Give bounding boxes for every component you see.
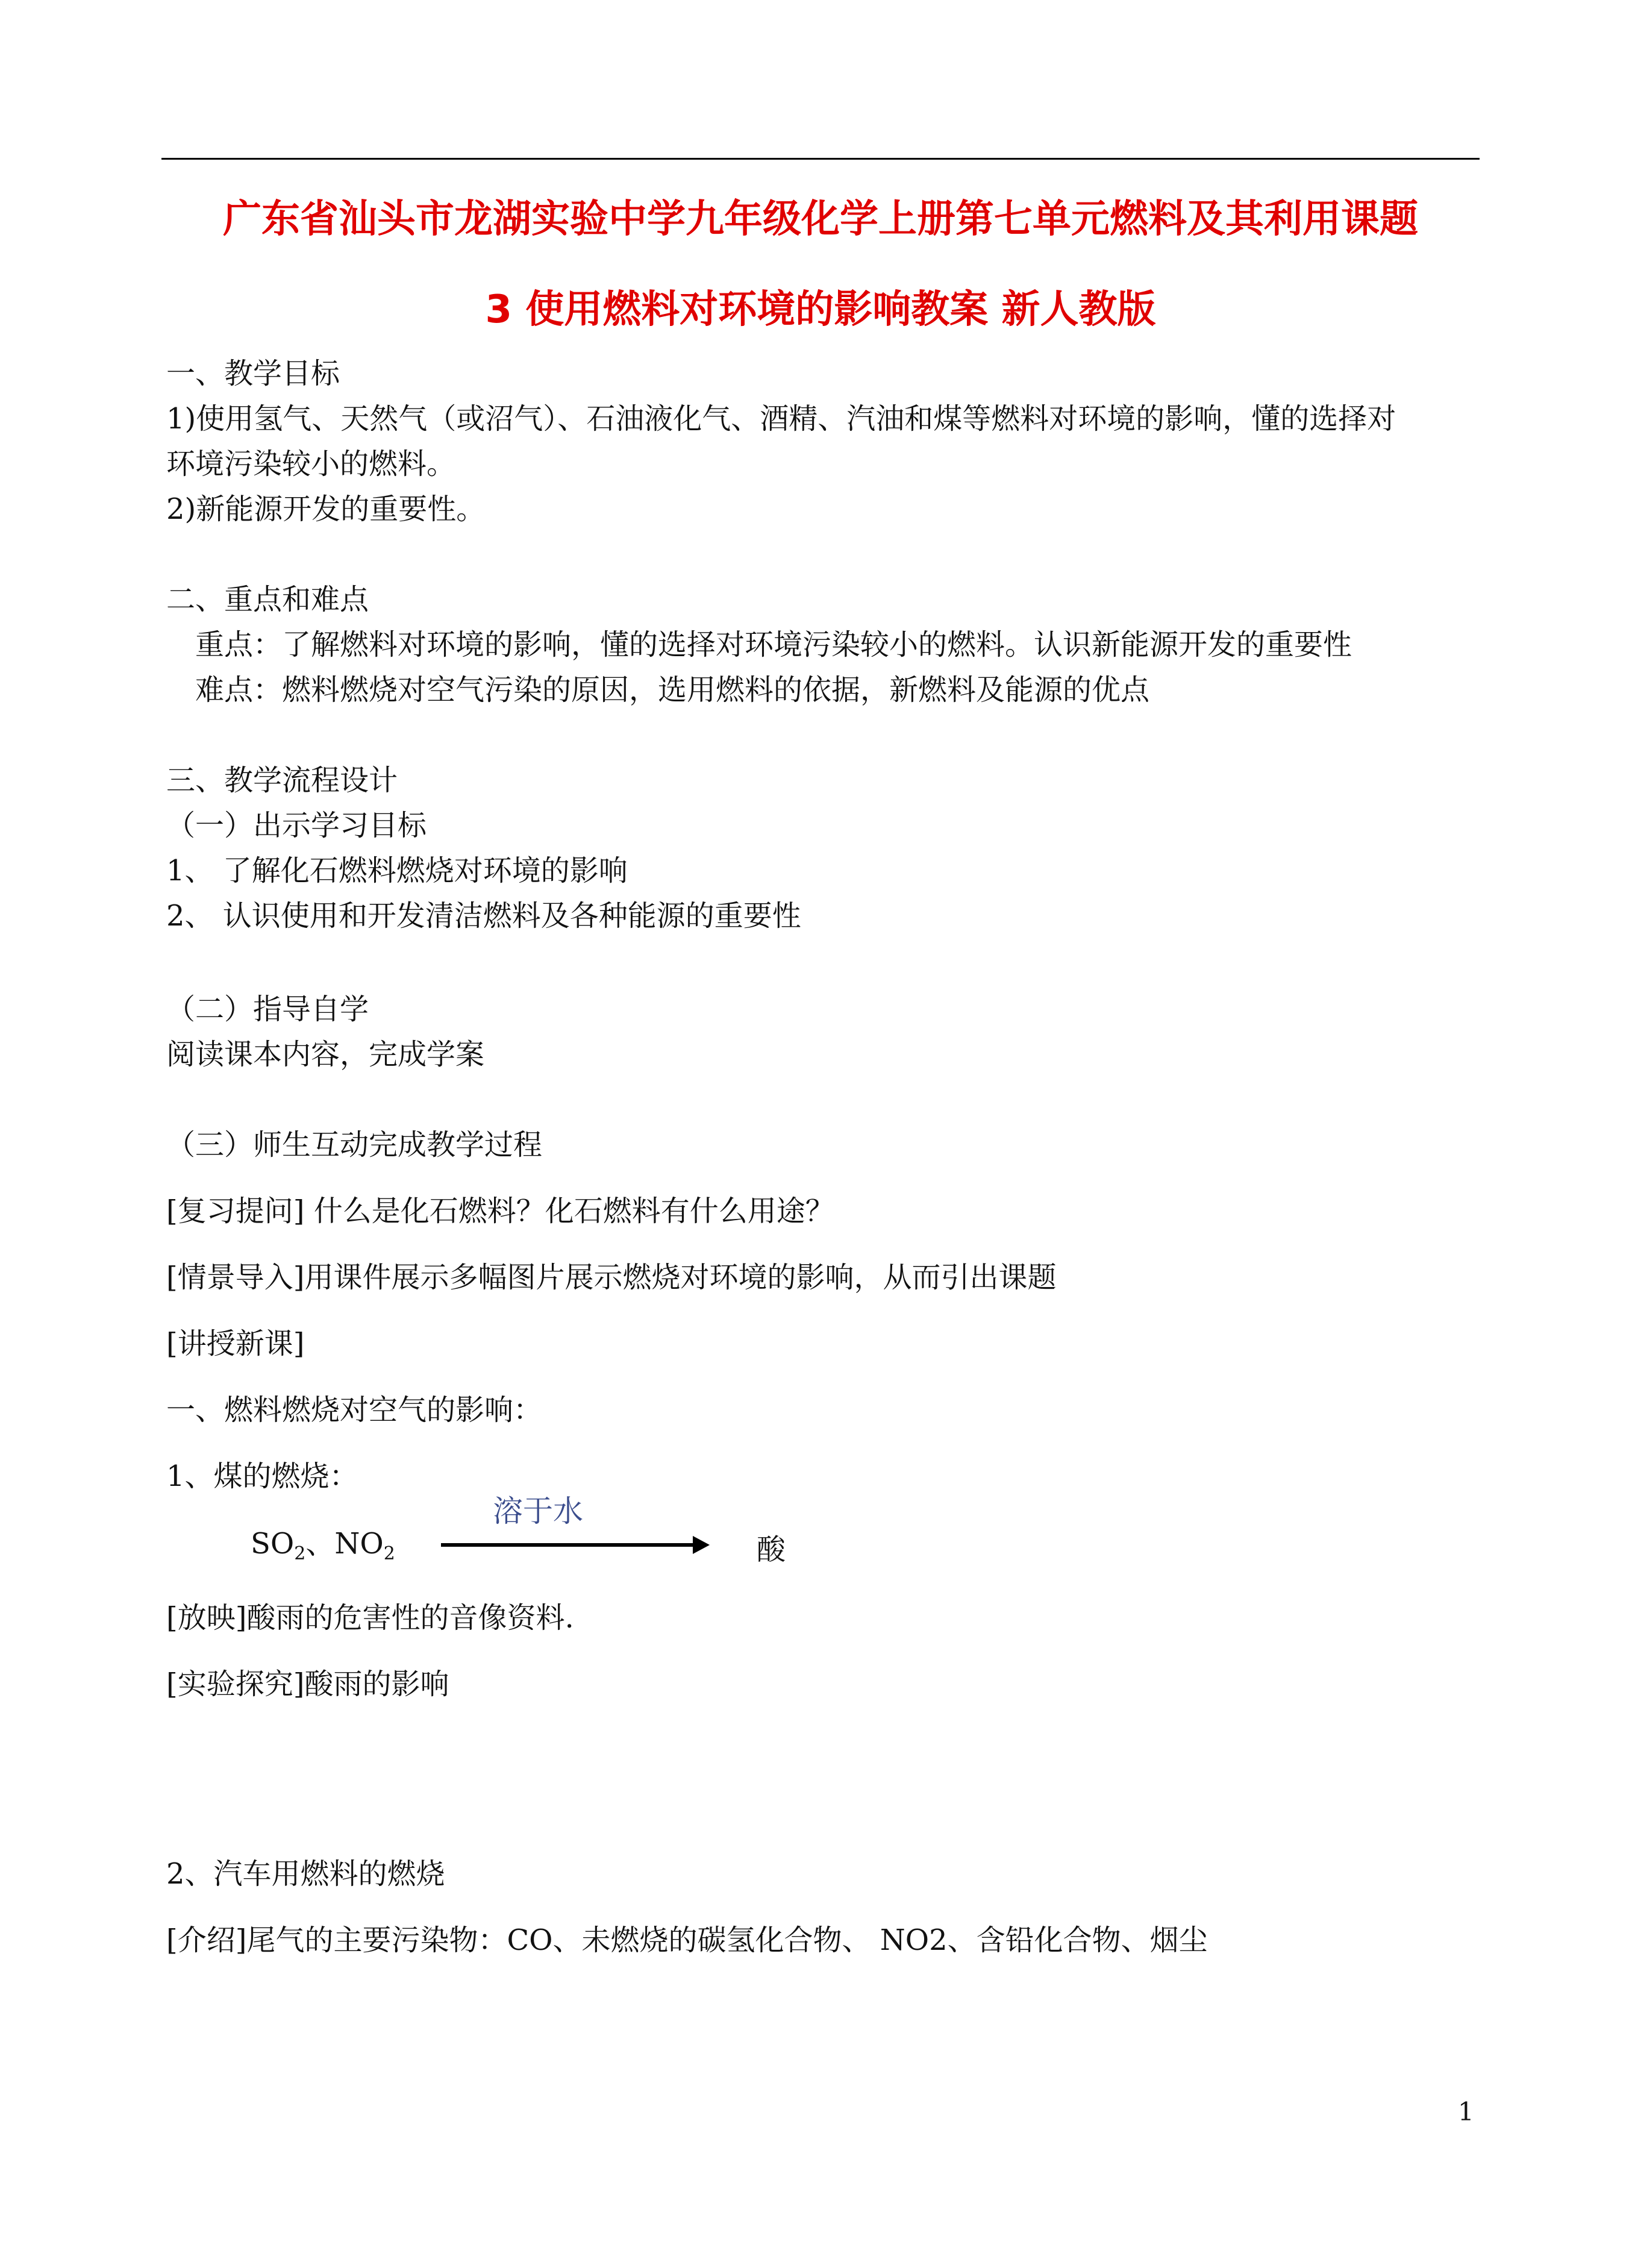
subscript: 2 [294,1543,306,1564]
subsection-heading: （三）师生互动完成教学过程 [166,1128,543,1162]
reactant-separator: 、NO [305,1527,384,1561]
paragraph: 1、煤的燃烧： [166,1459,358,1493]
paragraph: [放映]酸雨的危害性的音像资料. [166,1601,574,1635]
section-heading: 一、教学目标 [166,357,340,390]
paragraph: 2、汽车用燃料的燃烧 [166,1857,445,1891]
list-item: 1、 了解化石燃料燃烧对环境的影响 [166,854,628,888]
list-item: 2、 认识使用和开发清洁燃料及各种能源的重要性 [166,899,801,933]
paragraph: [情景导入]用课件展示多幅图片展示燃烧对环境的影响，从而引出课题 [166,1261,1057,1294]
reaction-arrow [441,1543,694,1547]
arrow-head-icon [693,1536,710,1554]
arrow-label: 溶于水 [493,1494,583,1529]
paragraph: 难点：燃料燃烧对空气污染的原因，选用燃料的依据，新燃料及能源的优点 [195,673,1150,707]
paragraph: 阅读课本内容，完成学案 [166,1038,485,1071]
section-heading: 三、教学流程设计 [166,763,398,797]
subsection-heading: （一）出示学习目标 [166,809,427,842]
subsection-heading: （二）指导自学 [166,992,369,1026]
reactant-so2: SO [251,1527,295,1561]
paragraph: 重点：了解燃料对环境的影响，懂的选择对环境污染较小的燃料。认识新能源开发的重要性 [195,628,1352,662]
header-rule [161,158,1480,160]
document-title-line1: 广东省汕头市龙湖实验中学九年级化学上册第七单元燃料及其利用课题 [223,197,1418,242]
section-heading: 二、重点和难点 [166,583,369,616]
paragraph: 环境污染较小的燃料。 [166,447,456,481]
paragraph: 2)新能源开发的重要性。 [166,492,486,526]
paragraph: [讲授新课] [166,1327,305,1361]
paragraph: [复习提问] 什么是化石燃料？化石燃料有什么用途？ [166,1194,834,1228]
paragraph: [实验探究]酸雨的影响 [166,1667,449,1701]
subscript: 2 [383,1543,395,1564]
reaction-reactants [251,1526,395,1572]
page-number: 1 [1458,2097,1474,2126]
paragraph: 1)使用氢气、天然气（或沼气）、石油液化气、酒精、汽油和煤等燃料对环境的影响，懂的选择对 [166,402,1396,436]
paragraph: 一、燃料燃烧对空气的影响： [166,1393,543,1427]
document-title-line2: 3 使用燃料对环境的影响教案 新人教版 [485,287,1156,332]
reaction-product: 酸 [757,1533,786,1567]
paragraph: [介绍]尾气的主要污染物：CO、未燃烧的碳氢化合物、 NO2、含铅化合物、烟尘 [166,1923,1208,1957]
